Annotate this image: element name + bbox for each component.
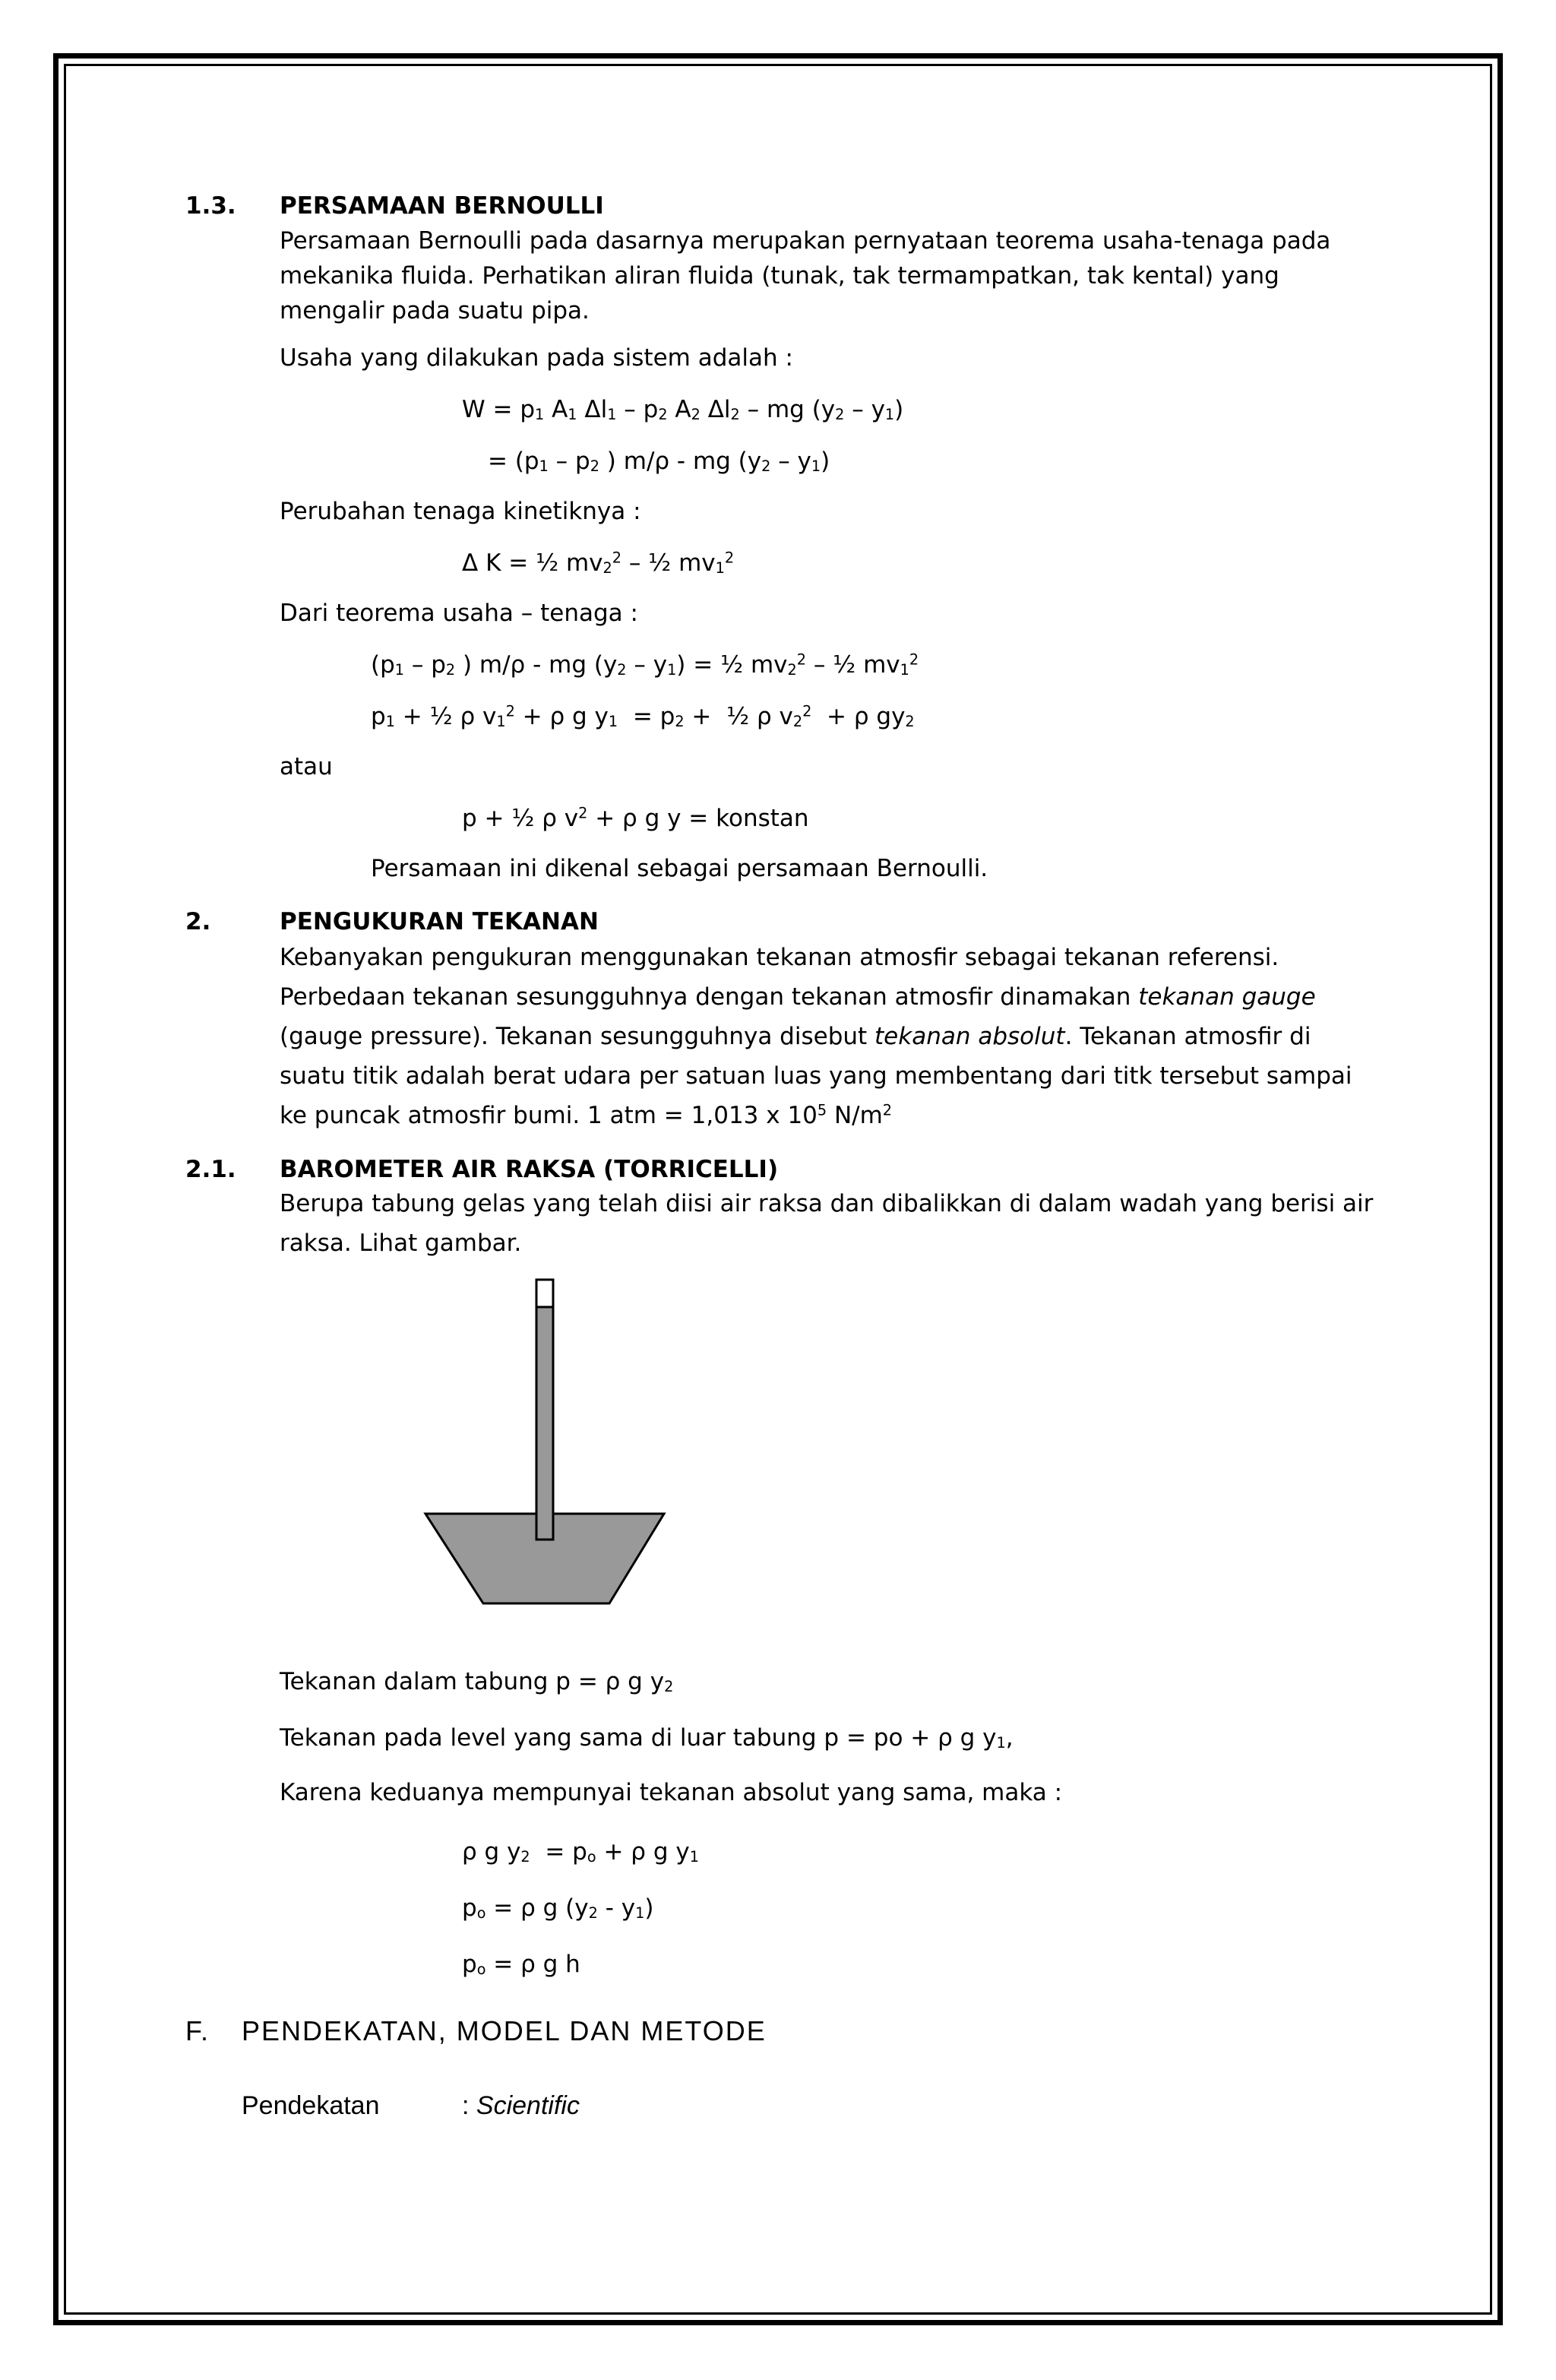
pengukuran-paragraph: Kebanyakan pengukuran menggunakan tekanan atmosfir sebagai tekanan referensi. Perbedaan tekanan sesungguhnya dengan tekanan atmosfir dinamakan tekanan gauge (gauge pressure). Tekanan sesungguhnya disebut tekanan absolut. Tekanan atmosfir di suatu titik adalah berat udara per satuan luas yang membentang dari titk tersebut sampai ke puncak atmosfir bumi. 1 atm = 1,013 x $10^5$ $N/m^2$ (280, 944, 1352, 1129)
equation-pressure-2: $p_o = \rho$ g $(y_2 - y_1)$ (462, 1894, 654, 1922)
atau-label: atau (280, 753, 333, 780)
equation-kinetic: Δ K = ½ $mv_2^2$ – ½ $mv_1^2$ (462, 549, 735, 577)
section-number-2: 2. (185, 908, 211, 935)
equation-work-1: $W = p_1$ $A_1$ $\Delta l_1 - p_2$ $A_2$ $\Delta l_2$ – mg $(y_2 - y_1)$ (462, 396, 904, 423)
equation-bernoulli-expanded: $p_1$ + ½ ρ $v_1^2 + \rho$ g $y_1 = p_2$ + ½ ρ $v_2^2 + \rho$ $gy_2$ (371, 702, 915, 730)
kinetic-label: Perubahan tenaga kinetiknya : (280, 498, 641, 525)
barometer-diagram (410, 1264, 684, 1614)
section-title-bernoulli: PERSAMAAN BERNOULLI (280, 192, 604, 220)
pressure-outside-tube: Tekanan pada level yang sama di luar tabung p = po + ρ g $y_1$, (280, 1724, 1014, 1752)
mercury-column (536, 1307, 553, 1540)
equation-theorem: ($p_1 - p_2$ ) m/ρ - mg $(y_2 - y_1)$ = ½ $mv_2^2$ – ½ $mv_1^2$ (371, 650, 919, 679)
approach-label: Pendekatan (242, 2091, 380, 2120)
section-title-pendekatan: PENDEKATAN, MODEL DAN METODE (242, 2015, 767, 2046)
approach-value: : Scientific (462, 2091, 580, 2120)
equation-pressure-1: ρ g $y_2 = p_o + \rho$ g $y_1$ (462, 1838, 699, 1866)
barometer-intro: Berupa tabung gelas yang telah diisi air raksa dan dibalikkan di dalam wadah yang berisi air raksa. Lihat gambar. (280, 1190, 1374, 1257)
equation-pressure-3: $p_o = \rho$ g h (462, 1951, 580, 1978)
tube-vacuum-space (536, 1280, 553, 1307)
bernoulli-closing: Persamaan ini dikenal sebagai persamaan Bernoulli. (371, 855, 988, 882)
work-label: Usaha yang dilakukan pada sistem adalah : (280, 344, 793, 372)
section-number-2-1: 2.1. (185, 1156, 236, 1183)
equation-work-2: = ($p_1 - p_2$ ) m/ρ - mg $(y_2 - y_1)$ (488, 448, 830, 475)
because-label: Karena keduanya mempunyai tekanan absolut yang sama, maka : (280, 1779, 1063, 1806)
section-title-pengukuran: PENGUKURAN TEKANAN (280, 908, 599, 935)
theorem-label: Dari teorema usaha – tenaga : (280, 600, 638, 627)
equation-bernoulli-constant: p + ½ ρ $v^2 + \rho$ g y = konstan (462, 804, 809, 832)
section-letter-f: F. (185, 2015, 210, 2046)
section-title-barometer: BAROMETER AIR RAKSA (TORRICELLI) (280, 1156, 779, 1183)
bernoulli-intro: Persamaan Bernoulli pada dasarnya merupakan pernyataan teorema usaha-tenaga pada mekanika fluida. Perhatikan aliran fluida (tunak, tak termampatkan, tak kental) yang mengalir pada suatu pipa. (280, 227, 1331, 324)
section-number-1-3: 1.3. (185, 192, 236, 220)
pressure-inside-tube: Tekanan dalam tabung p = ρ g $y_2$ (280, 1668, 674, 1695)
